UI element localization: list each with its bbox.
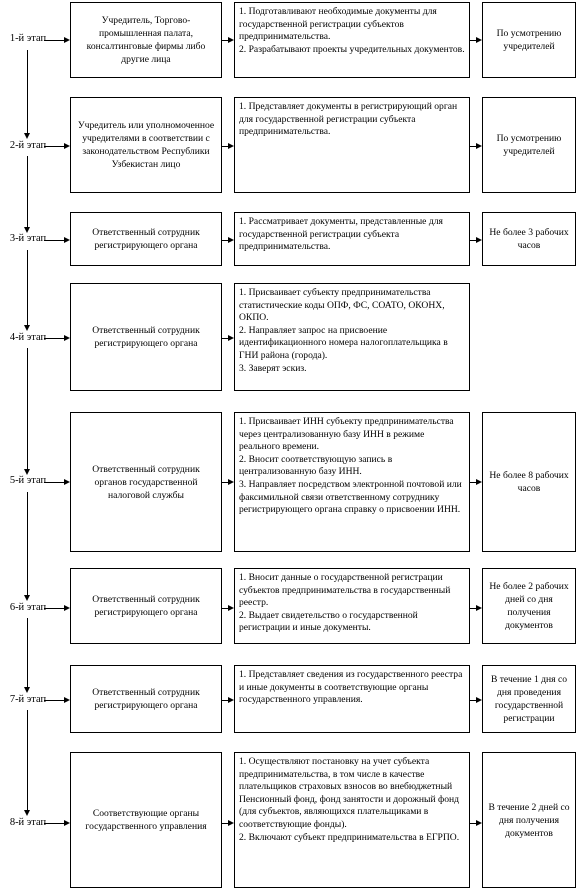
action-item: 3. Направляет посредством электронной почтовой или факсимильной связи ответственному сотруднику регистрирующего органа справку о присвоении ИНН. (239, 478, 462, 516)
connector-line (27, 348, 28, 469)
term-box: По усмотрению учредителей (482, 2, 576, 78)
action-box (234, 283, 470, 391)
stage-label: 1-й этап (9, 33, 47, 44)
arrow-right-icon (64, 37, 70, 43)
arrow-down-icon (24, 810, 30, 816)
connector-line (27, 250, 28, 325)
action-item: 2. Разрабатывают проекты учредительных документов. (239, 43, 465, 55)
connector-line (27, 492, 28, 595)
stage-label: 8-й этап (9, 817, 47, 828)
action-item: 1. Вносит данные о государственной регистрации субъектов предпринимательства в государственный реестр. (239, 572, 451, 609)
connector-line (44, 338, 64, 339)
arrow-down-icon (24, 133, 30, 139)
connector-line (27, 618, 28, 687)
actor-box: Учредитель или уполномоченное учредителями в соответствии с законодательством Республики Узбекистан лицо (70, 97, 222, 193)
arrow-down-icon (24, 595, 30, 601)
arrow-down-icon (24, 687, 30, 693)
connector-line (27, 156, 28, 227)
connector-line (27, 50, 28, 133)
arrow-right-icon (476, 143, 482, 149)
action-box (234, 212, 470, 266)
action-item: 2. Включают субъект предпринимательства в ЕГРПО. (239, 831, 460, 843)
arrow-right-icon (228, 237, 234, 243)
action-item: 1. Присваивает субъекту предпринимательства статистические коды ОПФ, ФС, СОАТО, ОКОНХ, ОКПО. (239, 287, 445, 324)
actor-box: Ответственный сотрудник органов государственной налоговой службы (70, 412, 222, 552)
term-box: Не более 3 рабочих часов (482, 212, 576, 266)
arrow-right-icon (228, 820, 234, 826)
stage-label: 4-й этап (9, 332, 47, 343)
stage-label: 7-й этап (9, 694, 47, 705)
connector-line (44, 700, 64, 701)
action-item: 1. Подготавливают необходимые документы для государственной регистрации субъектов предпринимательства. (239, 6, 437, 43)
arrow-down-icon (24, 325, 30, 331)
action-item: 1. Представляет сведения из государственного реестра и иные документы в соответствующие органы государственного управления. (239, 669, 463, 706)
action-item: 3. Заверят эскиз. (239, 362, 307, 374)
action-box (234, 97, 470, 193)
arrow-down-icon (24, 227, 30, 233)
arrow-right-icon (64, 335, 70, 341)
arrow-right-icon (476, 237, 482, 243)
arrow-right-icon (228, 143, 234, 149)
action-item: 1. Рассматривает документы, представленные для государственной регистрации субъекта предпринимательства. (239, 216, 443, 253)
arrow-right-icon (476, 37, 482, 43)
term-box: Не более 2 рабочих дней со дня получения документов (482, 568, 576, 644)
actor-box: Учредитель, Торгово-промышленная палата, консалтинговые фирмы либо другие лица (70, 2, 222, 78)
connector-line (44, 40, 64, 41)
actor-box: Ответственный сотрудник регистрирующего органа (70, 212, 222, 266)
arrow-right-icon (64, 697, 70, 703)
term-box: Не более 8 рабочих часов (482, 412, 576, 552)
term-box: В течение 2 дней со дня получения документов (482, 752, 576, 888)
arrow-right-icon (64, 143, 70, 149)
arrow-right-icon (64, 237, 70, 243)
arrow-right-icon (228, 37, 234, 43)
action-box (234, 665, 470, 733)
actor-box: Ответственный сотрудник регистрирующего органа (70, 283, 222, 391)
arrow-down-icon (24, 469, 30, 475)
connector-line (44, 146, 64, 147)
stage-label: 2-й этап (9, 140, 47, 151)
connector-line (44, 482, 64, 483)
actor-box: Ответственный сотрудник регистрирующего органа (70, 568, 222, 644)
connector-line (27, 710, 28, 810)
action-item: 2. Выдает свидетельство о государственной регистрации и иные документы. (239, 609, 418, 634)
action-item: 1. Присваивает ИНН субъекту предпринимательства через централизованную базу ИНН в режиме реального времени. (239, 416, 454, 453)
action-box (234, 2, 470, 78)
action-item: 1. Осуществляют постановку на учет субъекта предпринимательства, в том числе в качестве плательщиков страховых взносов во внебюджетный Пенсионный фонд, фонд занятости и дорожный фонд (для субъектов, являющихся плательщиками в соответствующие фонды). (239, 756, 460, 830)
arrow-right-icon (228, 697, 234, 703)
arrow-right-icon (476, 479, 482, 485)
arrow-right-icon (476, 820, 482, 826)
stage-label: 3-й этап (9, 233, 47, 244)
action-item: 2. Вносит соответствующую запись в централизованную базу ИНН. (239, 453, 393, 478)
arrow-right-icon (476, 697, 482, 703)
arrow-right-icon (228, 479, 234, 485)
stage-label: 5-й этап (9, 475, 47, 486)
actor-box: Соответствующие органы государственного управления (70, 752, 222, 888)
action-box (234, 752, 470, 888)
actor-box: Ответственный сотрудник регистрирующего органа (70, 665, 222, 733)
term-box: В течение 1 дня со дня проведения государственной регистрации (482, 665, 576, 733)
connector-line (44, 823, 64, 824)
connector-line (44, 608, 64, 609)
arrow-right-icon (64, 605, 70, 611)
term-box: По усмотрению учредителей (482, 97, 576, 193)
stage-label: 6-й этап (9, 602, 47, 613)
arrow-right-icon (228, 335, 234, 341)
action-box (234, 412, 470, 552)
action-box (234, 568, 470, 644)
arrow-right-icon (64, 479, 70, 485)
arrow-right-icon (64, 820, 70, 826)
arrow-right-icon (228, 605, 234, 611)
action-item: 1. Представляет документы в регистрирующий орган для государственной регистрации субъекта предпринимательства. (239, 101, 458, 138)
connector-line (44, 240, 64, 241)
arrow-right-icon (476, 605, 482, 611)
action-item: 2. Направляет запрос на присвоение идентификационного номера налогоплательщика в ГНИ района (города). (239, 324, 448, 361)
